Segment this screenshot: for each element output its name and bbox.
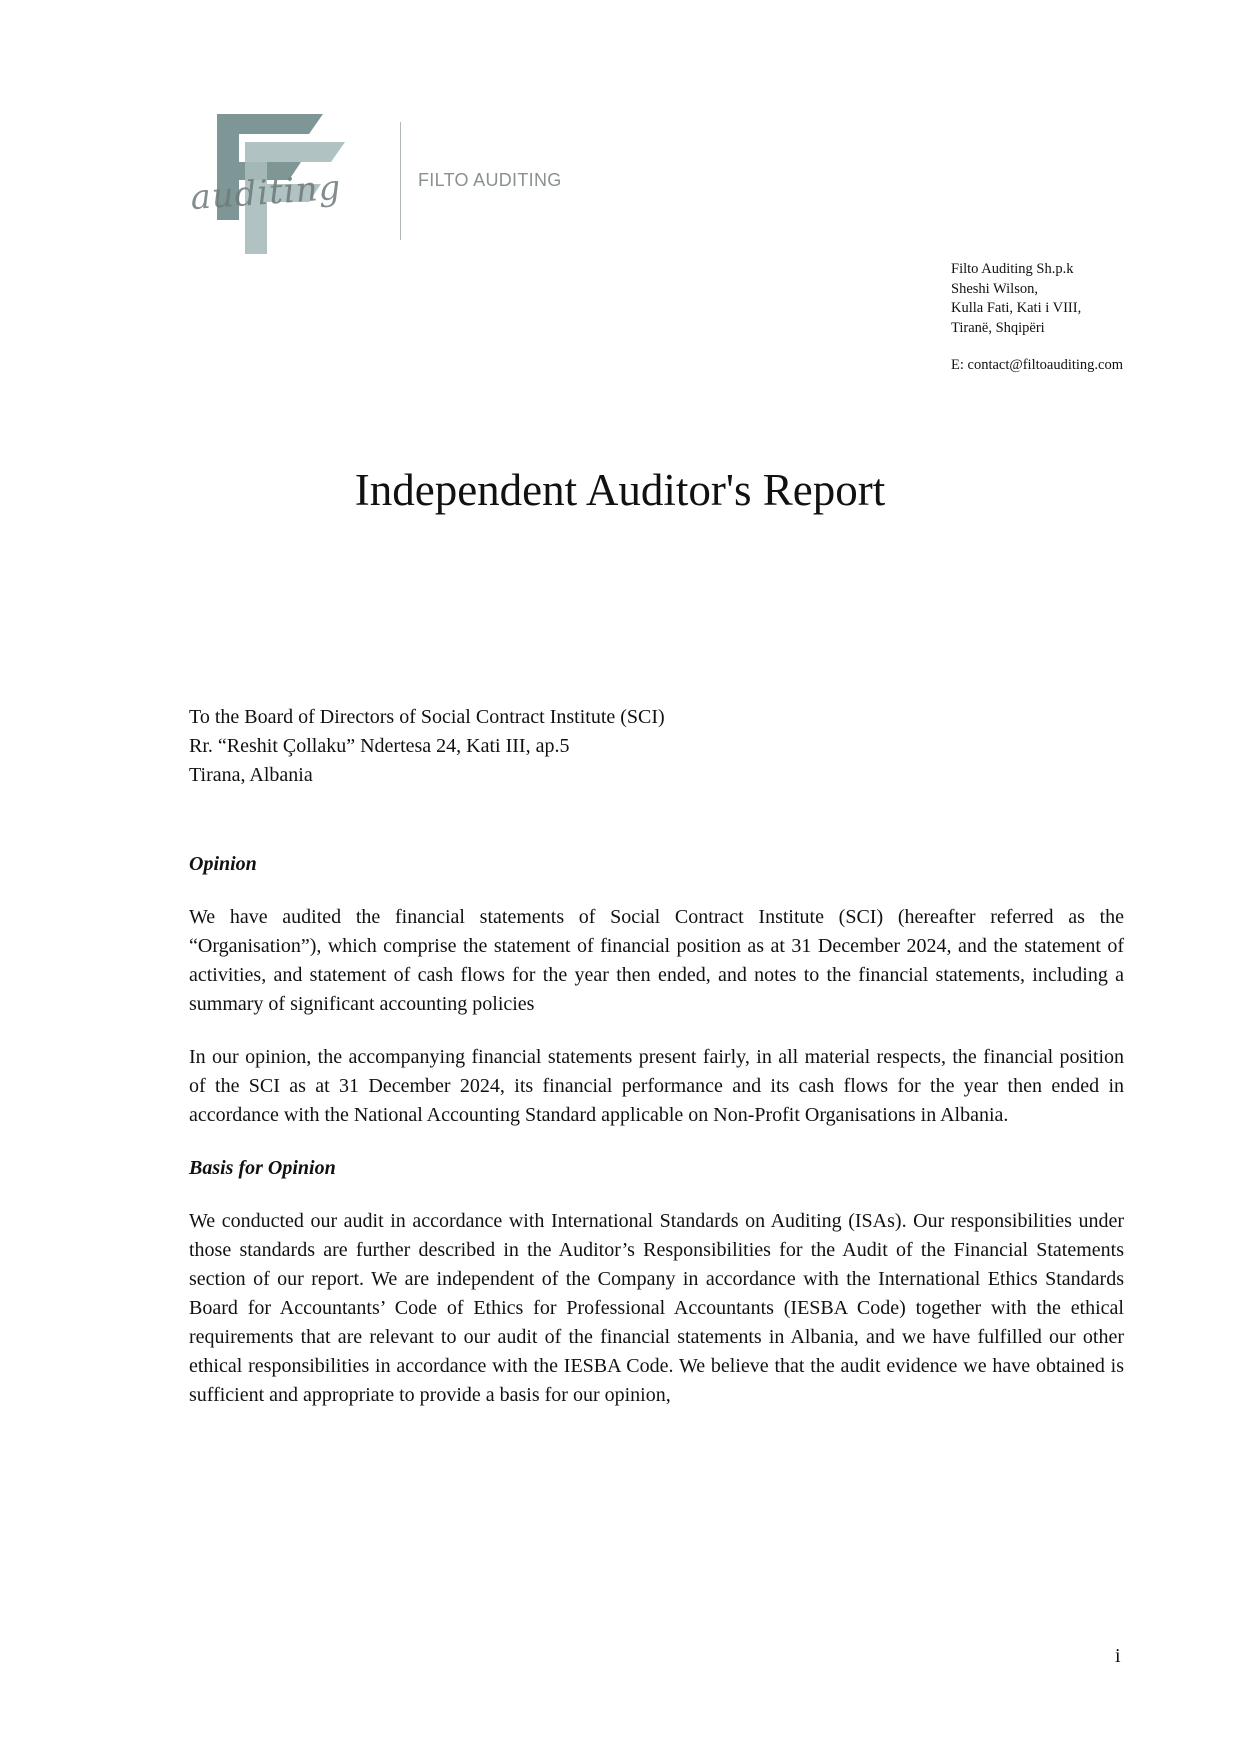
sender-line: Sheshi Wilson, <box>951 280 1038 297</box>
logo-script-text: auditing <box>189 167 343 219</box>
basis-heading: Basis for Opinion <box>189 1157 336 1179</box>
report-title: Independent Auditor's Report <box>354 465 886 515</box>
basis-paragraph: We conducted our audit in accordance with International Standards on Auditing (ISAs). Our responsibilities under those standards are further described in the Auditor’s Responsibilities for the Audit of the Financial Statements section of our report. We are independent of the Company in accordance with the International Ethics Standards Board for Accountants’ Code of Ethics for Professional Accountants (IESBA Code) together with the ethical requirements that are relevant to our audit of the financial statements in Albania, and we have fulfilled our other ethical responsibilities in accordance with the IESBA Code. We believe that the audit evidence we have obtained is sufficient and appropriate to provide a basis for our opinion, <box>189 1210 1124 1406</box>
opinion-heading: Opinion <box>189 853 257 875</box>
company-name: FILTO AUDITING <box>418 170 562 190</box>
page-number: i <box>1115 1645 1121 1667</box>
addressee-block <box>189 703 665 790</box>
sender-line: Kulla Fati, Kati i VIII, <box>951 300 1082 316</box>
logo-divider <box>400 122 401 240</box>
sender-address <box>951 260 1123 376</box>
addressee-line: Rr. “Reshit Çollaku” Ndertesa 24, Kati III, ap.5 <box>189 735 570 757</box>
opinion-paragraph: We have audited the financial statements of Social Contract Institute (SCI) (hereafter referred as the “Organisation”), which comprise the statement of financial position as at 31 December 2024, and the statement of activities, and statement of cash flows for the year then ended, and notes to the financial statements, including a summary of significant accounting policies <box>189 906 1124 1015</box>
opinion-paragraph: In our opinion, the accompanying financial statements present fairly, in all material respects, the financial position of the SCI as at 31 December 2024, its financial performance and its cash flows for the year then ended in accordance with the National Accounting Standard applicable on Non-Profit Organisations in Albania. <box>189 1046 1124 1126</box>
sender-line: Tiranë, Shqipëri <box>951 319 1045 336</box>
company-logo <box>189 112 585 254</box>
addressee-line: To the Board of Directors of Social Contract Institute (SCI) <box>189 706 665 728</box>
report-body <box>189 850 1124 1410</box>
sender-line: Filto Auditing Sh.p.k <box>951 261 1074 277</box>
filto-logo-mark <box>189 112 385 254</box>
addressee-line: Tirana, Albania <box>189 764 313 786</box>
sender-email: E: contact@filtoauditing.com <box>951 357 1124 373</box>
